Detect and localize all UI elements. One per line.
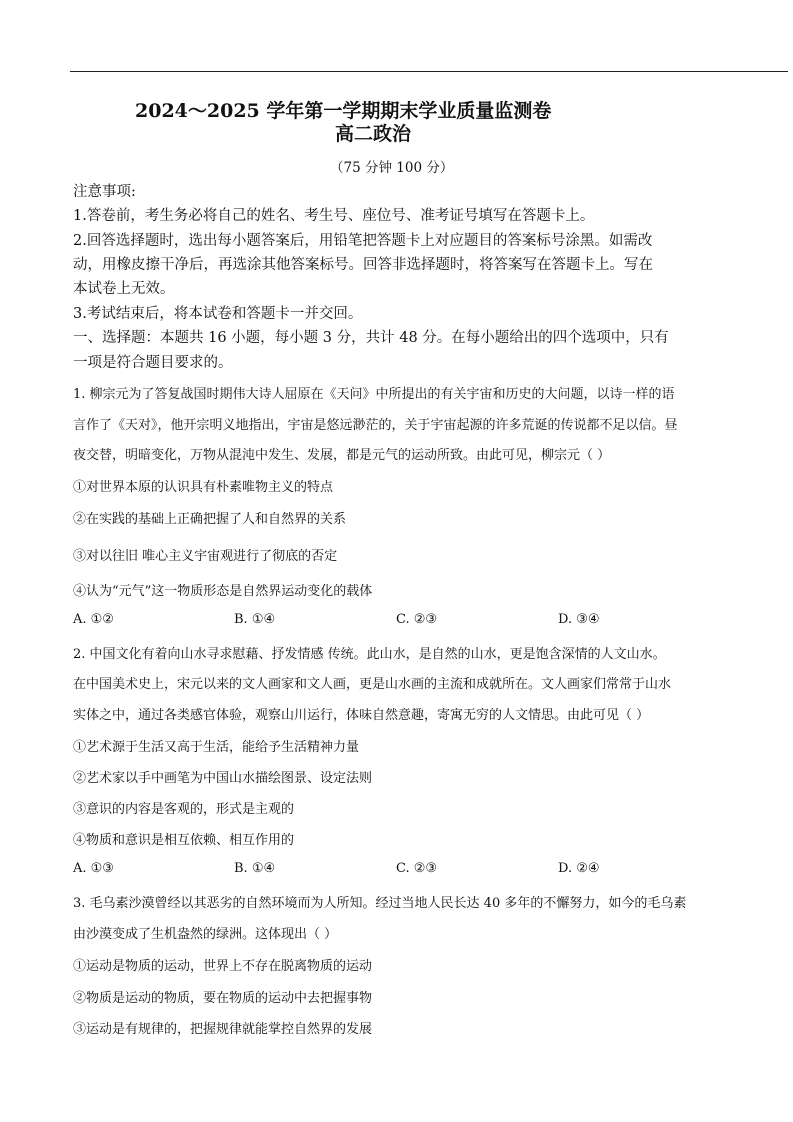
- notice-heading: 注意事项:: [73, 184, 136, 200]
- q1-statement-4: ④认为“元气”这一物质形态是自然界运动变化的载体: [73, 584, 373, 599]
- q2-option-b: B. ①④: [234, 861, 276, 876]
- q1-statement-3: ③对以往旧 唯心主义宇宙观进行了彻底的否定: [73, 549, 338, 564]
- exam-duration: （75 分钟 100 分）: [330, 160, 454, 176]
- notice-item-3: 3.考试结束后，将本试卷和答题卡一并交回。: [73, 306, 363, 322]
- q2-option-c: C. ②③: [396, 861, 438, 876]
- q1-statement-1: ①对世界本原的认识具有朴素唯物主义的特点: [73, 480, 334, 495]
- notice-item-1: 1.答卷前，考生务必将自己的姓名、考生号、座位号、准考证号填写在答题卡上。: [73, 208, 595, 224]
- top-rule: [70, 71, 788, 72]
- q1-statement-2: ②在实践的基础上正确把握了人和自然界的关系: [73, 512, 347, 527]
- notice-item-2-line-1: 2.回答选择题时，选出每小题答案后，用铅笔把答题卡上对应题目的答案标号涂黑。如需改: [73, 233, 653, 249]
- q3-stem-line-1: 3. 毛乌素沙漠曾经以其恶劣的自然环境而为人所知。经过当地人民长达 40 多年的不懈努力，如今的毛乌素: [73, 896, 687, 911]
- q1-stem-line-2: 言作了《天对》，他开宗明义地指出，宇宙是悠远渺茫的，关于宇宙起源的许多荒诞的传说都不足以信。昼: [73, 418, 678, 433]
- q3-statement-2: ②物质是运动的物质，要在物质的运动中去把握事物: [73, 991, 373, 1006]
- q3-stem-line-2: 由沙漠变成了生机盎然的绿洲。这体现出（ ）: [73, 927, 338, 942]
- section-heading-line-1: 一、选择题：本题共 16 小题，每小题 3 分，共计 48 分。在每小题给出的四个选项中，只有: [73, 330, 669, 346]
- notice-item-2-line-2: 动，用橡皮擦干净后，再选涂其他答案标号。回答非选择题时，将答案写在答题卡上。写在: [73, 257, 653, 273]
- exam-subject: 高二政治: [335, 123, 412, 145]
- exam-title: 2024～2025 学年第一学期期末学业质量监测卷: [135, 100, 552, 122]
- section-heading-line-2: 一项是符合题目要求的。: [73, 355, 233, 371]
- q2-stem-line-2: 在中国美术史上，宋元以来的文人画家和文人画，更是山水画的主流和成就所在。文人画家们常常于山水: [73, 677, 672, 692]
- q1-stem-line-1: 1. 柳宗元为了答复战国时期伟大诗人屈原在《天问》中所提出的有关宇宙和历史的大问题，以诗一样的语: [73, 387, 675, 402]
- q2-option-d: D. ②④: [558, 861, 600, 876]
- q2-statement-4: ④物质和意识是相互依赖、相互作用的: [73, 833, 295, 848]
- q2-option-a: A. ①③: [73, 861, 114, 876]
- q2-stem-line-1: 2. 中国文化有着向山水寻求慰藉、抒发情感 传统。此山水，是自然的山水，更是饱含深情的人文山水。: [73, 647, 666, 662]
- q1-option-d: D. ③④: [558, 612, 600, 627]
- q2-statement-3: ③意识的内容是客观的，形式是主观的: [73, 802, 295, 817]
- q2-statement-2: ②艺术家以手中画笔为中国山水描绘图景、设定法则: [73, 771, 373, 786]
- q2-stem-line-3: 实体之中，通过各类感官体验，观察山川运行，体味自然意趣，寄寓无穷的人文情思。由此可见（ ）: [73, 708, 650, 723]
- q1-option-b: B. ①④: [234, 612, 276, 627]
- q3-statement-3: ③运动是有规律的，把握规律就能掌控自然界的发展: [73, 1022, 373, 1037]
- q1-stem-line-3: 夜交替，明暗变化，万物从混沌中发生、发展，都是元气的运动所致。由此可见，柳宗元（ ）: [73, 448, 611, 463]
- notice-item-2-line-3: 本试卷上无效。: [73, 281, 175, 297]
- q1-option-a: A. ①②: [73, 612, 114, 627]
- q2-statement-1: ①艺术源于生活又高于生活，能给予生活精神力量: [73, 740, 360, 755]
- q1-option-c: C. ②③: [396, 612, 438, 627]
- q3-statement-1: ①运动是物质的运动，世界上不存在脱离物质的运动: [73, 959, 373, 974]
